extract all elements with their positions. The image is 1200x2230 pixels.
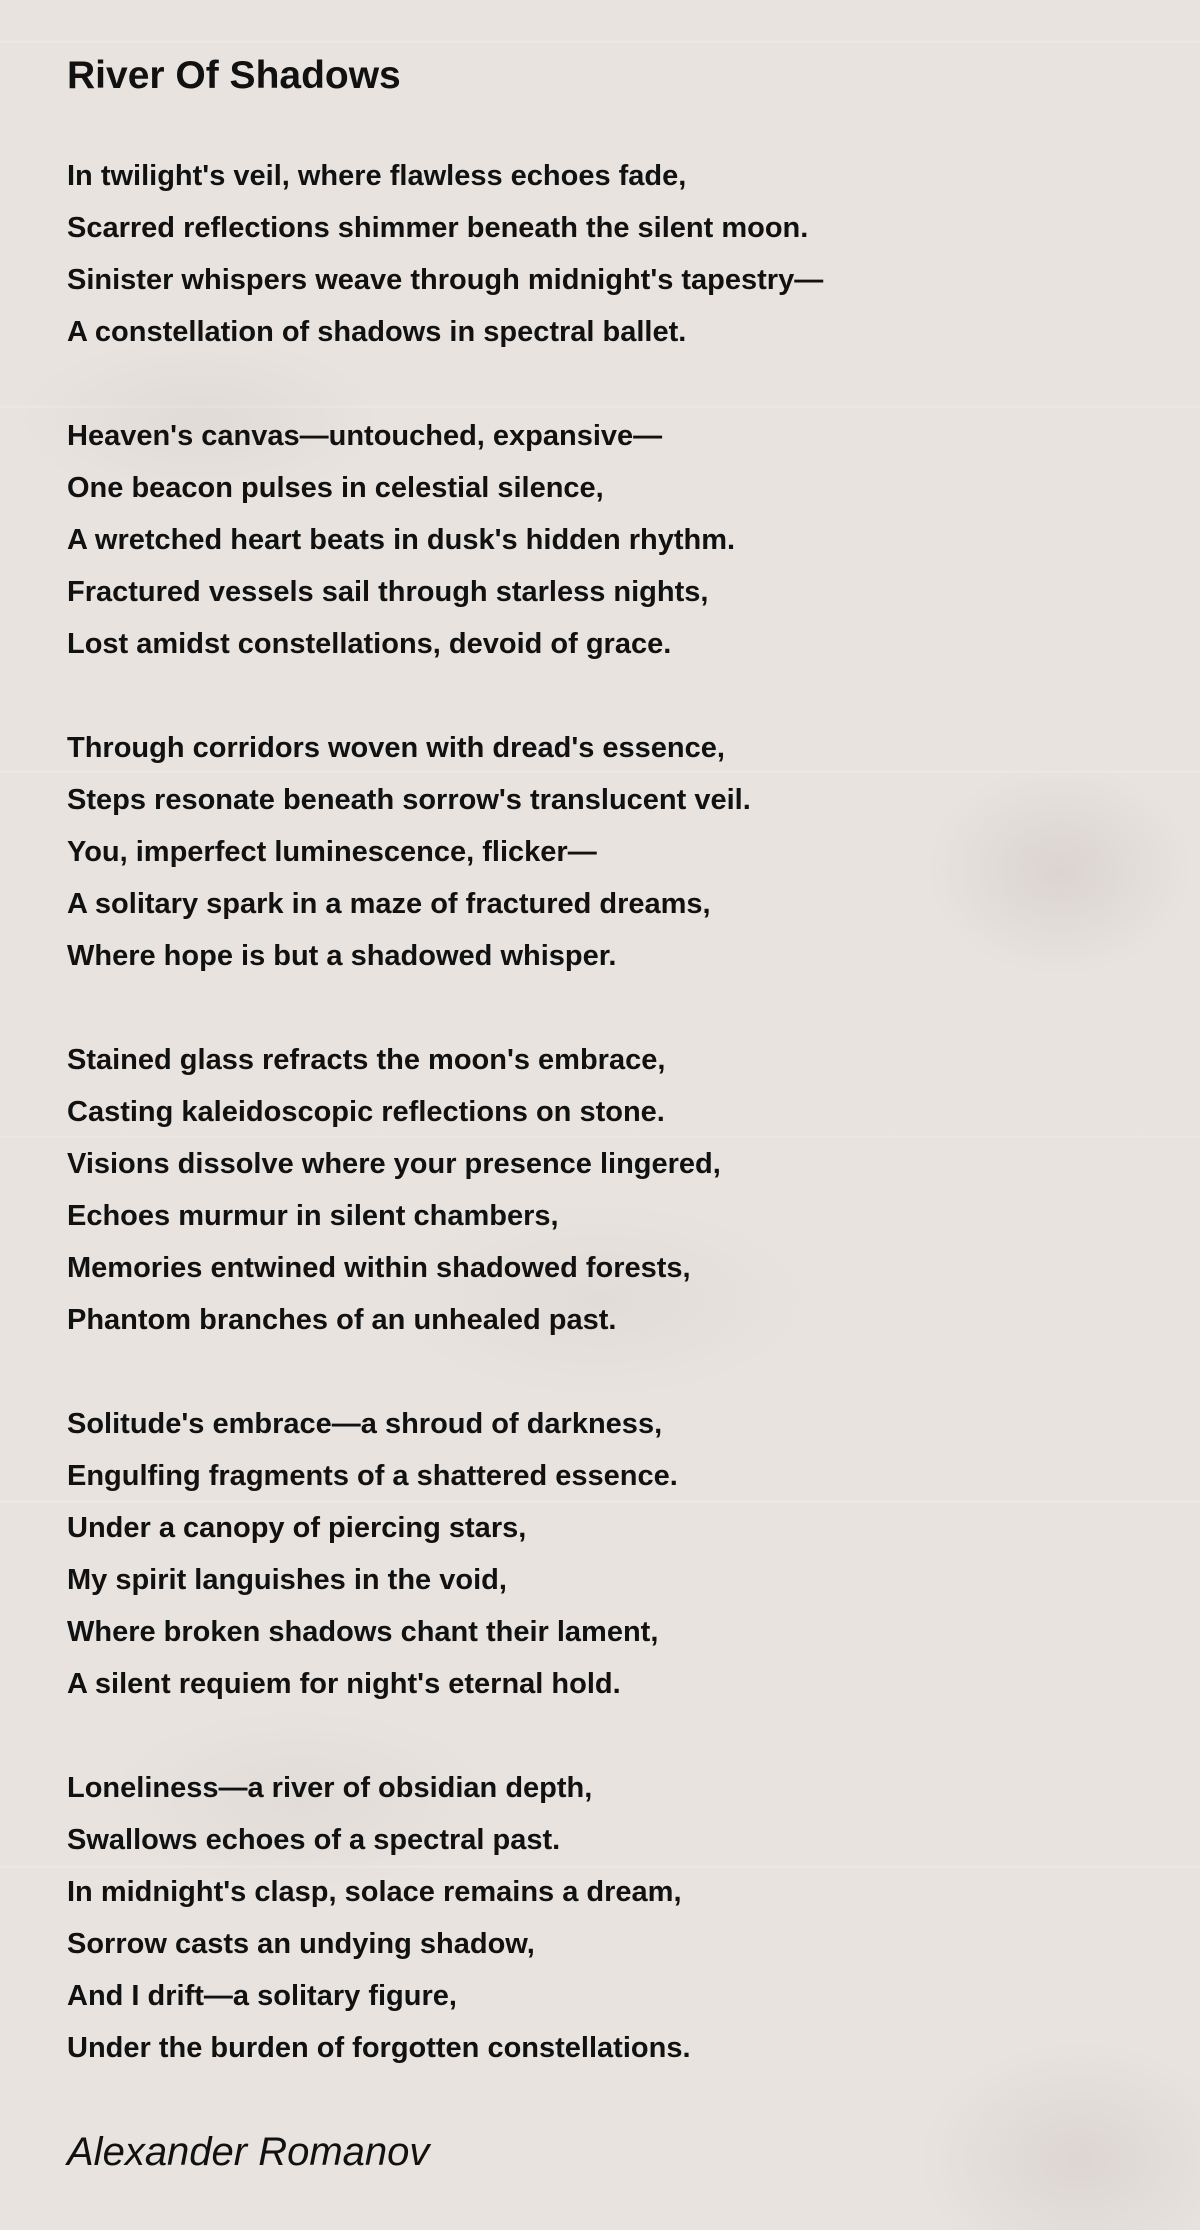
poem-title: River Of Shadows — [67, 54, 401, 97]
poem-line: A solitary spark in a maze of fractured dreams, — [67, 888, 711, 920]
poem-line: And I drift—a solitary figure, — [67, 1980, 457, 2012]
poem-line: Stained glass refracts the moon's embrace, — [67, 1044, 666, 1076]
poem-line: A silent requiem for night's eternal hold. — [67, 1668, 621, 1700]
poem-line: One beacon pulses in celestial silence, — [67, 472, 604, 504]
poem-line: Where broken shadows chant their lament, — [67, 1616, 659, 1648]
poem-body — [67, 150, 1127, 2126]
poem-line: Sorrow casts an undying shadow, — [67, 1928, 535, 1960]
poem-line: You, imperfect luminescence, flicker— — [67, 836, 597, 868]
poem-line: Under a canopy of piercing stars, — [67, 1512, 527, 1544]
poem-line: Loneliness—a river of obsidian depth, — [67, 1772, 593, 1804]
stanza-3 — [67, 722, 1127, 982]
poem-line: In twilight's veil, where flawless echoes fade, — [67, 160, 687, 192]
poem-line: Memories entwined within shadowed forests, — [67, 1252, 691, 1284]
stanza-6 — [67, 1762, 1127, 2074]
poem-line: Under the burden of forgotten constellations. — [67, 2032, 691, 2064]
poem-line: Fractured vessels sail through starless nights, — [67, 576, 709, 608]
poem-line: Heaven's canvas—untouched, expansive— — [67, 420, 663, 452]
poem-line: Engulfing fragments of a shattered essence. — [67, 1460, 678, 1492]
stanza-4 — [67, 1034, 1127, 1346]
poem-line: My spirit languishes in the void, — [67, 1564, 507, 1596]
poem-line: Scarred reflections shimmer beneath the silent moon. — [67, 212, 809, 244]
poem-line: Phantom branches of an unhealed past. — [67, 1304, 617, 1336]
poem-line: A wretched heart beats in dusk's hidden rhythm. — [67, 524, 736, 556]
poem-line: Swallows echoes of a spectral past. — [67, 1824, 561, 1856]
stanza-2 — [67, 410, 1127, 670]
poem-author: Alexander Romanov — [67, 2130, 430, 2174]
poem-line: In midnight's clasp, solace remains a dream, — [67, 1876, 682, 1908]
stanza-5 — [67, 1398, 1127, 1710]
poem-line: Through corridors woven with dread's essence, — [67, 732, 725, 764]
poem-line: A constellation of shadows in spectral ballet. — [67, 316, 687, 348]
stanza-1 — [67, 150, 1127, 358]
poem-line: Visions dissolve where your presence lingered, — [67, 1148, 721, 1180]
poem-line: Steps resonate beneath sorrow's translucent veil. — [67, 784, 751, 816]
poem-line: Lost amidst constellations, devoid of grace. — [67, 628, 672, 660]
poem-line: Where hope is but a shadowed whisper. — [67, 940, 617, 972]
poem-line: Solitude's embrace—a shroud of darkness, — [67, 1408, 663, 1440]
poem-line: Sinister whispers weave through midnight's tapestry— — [67, 264, 824, 296]
poem-line: Echoes murmur in silent chambers, — [67, 1200, 559, 1232]
poem-line: Casting kaleidoscopic reflections on stone. — [67, 1096, 665, 1128]
